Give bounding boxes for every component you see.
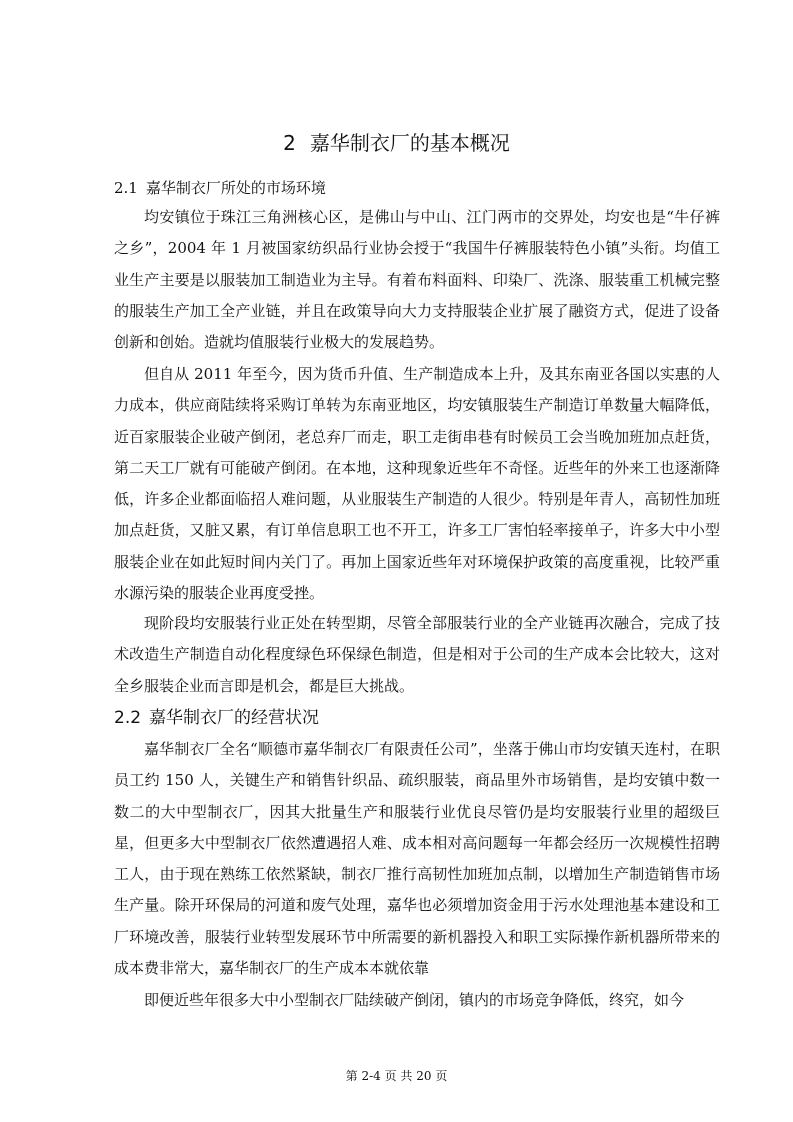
section-heading-2-1	[114, 178, 326, 198]
paragraph: 现阶段均安服装行业正处在转型期，尽管全部服装行业的全产业链再次融合，完成了技术改造生产制造自动化程度绿色环保绿色制造，但是相对于公司的生产成本会比较大，这对全乡服装企业而言即是机会，都是巨大挑战。	[114, 614, 720, 695]
paragraph: 嘉华制衣厂全名“顺德市嘉华制衣厂有限责任公司”，坐落于佛山市均安镇天连村，在职员工约 150 人，关键生产和销售针织品、疏织服装，商品里外市场销售，是均安镇中数一数二的大中型制衣厂，因其大批量生产和服装行业优良尽管仍是均安服装行业里的超级巨星，但更多大中型制衣厂依然遭遇招人难、成本相对高问题每一年都会经历一次规模性招聘工人，由于现在熟练工依然紧缺，制衣厂推行高韧性加班加点制，以增加生产制造销售市场生产量。除开环保局的河道和废气处理，嘉华也必须增加资金用于污水处理池基本建设和工厂环境改善，服装行业转型发展环节中所需要的新机器投入和职工实际操作新机器所带来的成本费非常大，嘉华制衣厂的生产成本本就依靠	[114, 740, 720, 978]
chapter-number: 2	[283, 131, 296, 156]
section-title: 嘉华制衣厂所处的市场环境	[145, 179, 326, 197]
paragraph: 但自从 2011 年至今，因为货币升值、生产制造成本上升，及其东南亚各国以实惠的人力成本，供应商陆续将采购订单转为东南亚地区，均安镇服装生产制造订单数量大幅降低，近百家服装企业破产倒闭，老总弃厂而走，职工走街串巷有时候员工会当晚加班加点赶货，第二天工厂就有可能破产倒闭。在本地，这种现象近些年不奇怪。近些年的外来工也逐渐降低，许多企业都面临招人难问题，从业服装生产制造的人很少。特别是年青人，高韧性加班加点赶货，又脏又累，有订单信息职工也不开工，许多工厂害怕轻率接单子，许多大中小型服装企业在如此短时间内关门了。再加上国家近些年对环境保护政策的高度重视，比较严重水源污染的服装企业再度受挫。	[114, 365, 720, 603]
page-footer: 第 2-4 页 共 20 页	[345, 1069, 448, 1083]
paragraph: 即便近些年很多大中小型制衣厂陆续破产倒闭，镇内的市场竞争降低，终究，如今	[144, 991, 685, 1009]
section-number: 2.2	[114, 708, 142, 728]
paragraph: 均安镇位于珠江三角洲核心区，是佛山与中山、江门两市的交界处，均安也是“牛仔裤之乡”，2004 年 1 月被国家纺织品行业协会授于“我国牛仔裤服装特色小镇”头衔。均值工业生产主要是以服装加工制造业为主导。有着布料面料、印染厂、洗涤、服装重工机械完整的服装生产加工全产业链，并且在政策导向大力支持服装企业扩展了融资方式，促进了设备创新和创始。造就均值服装行业极大的发展趋势。	[114, 208, 720, 352]
section-title: 嘉华制衣厂的经营状况	[149, 708, 320, 728]
section-number: 2.1	[114, 179, 138, 197]
chapter-title-text: 嘉华制衣厂的基本概况	[309, 131, 510, 156]
chapter-title	[0, 130, 793, 156]
section-heading-2-2	[114, 706, 319, 730]
